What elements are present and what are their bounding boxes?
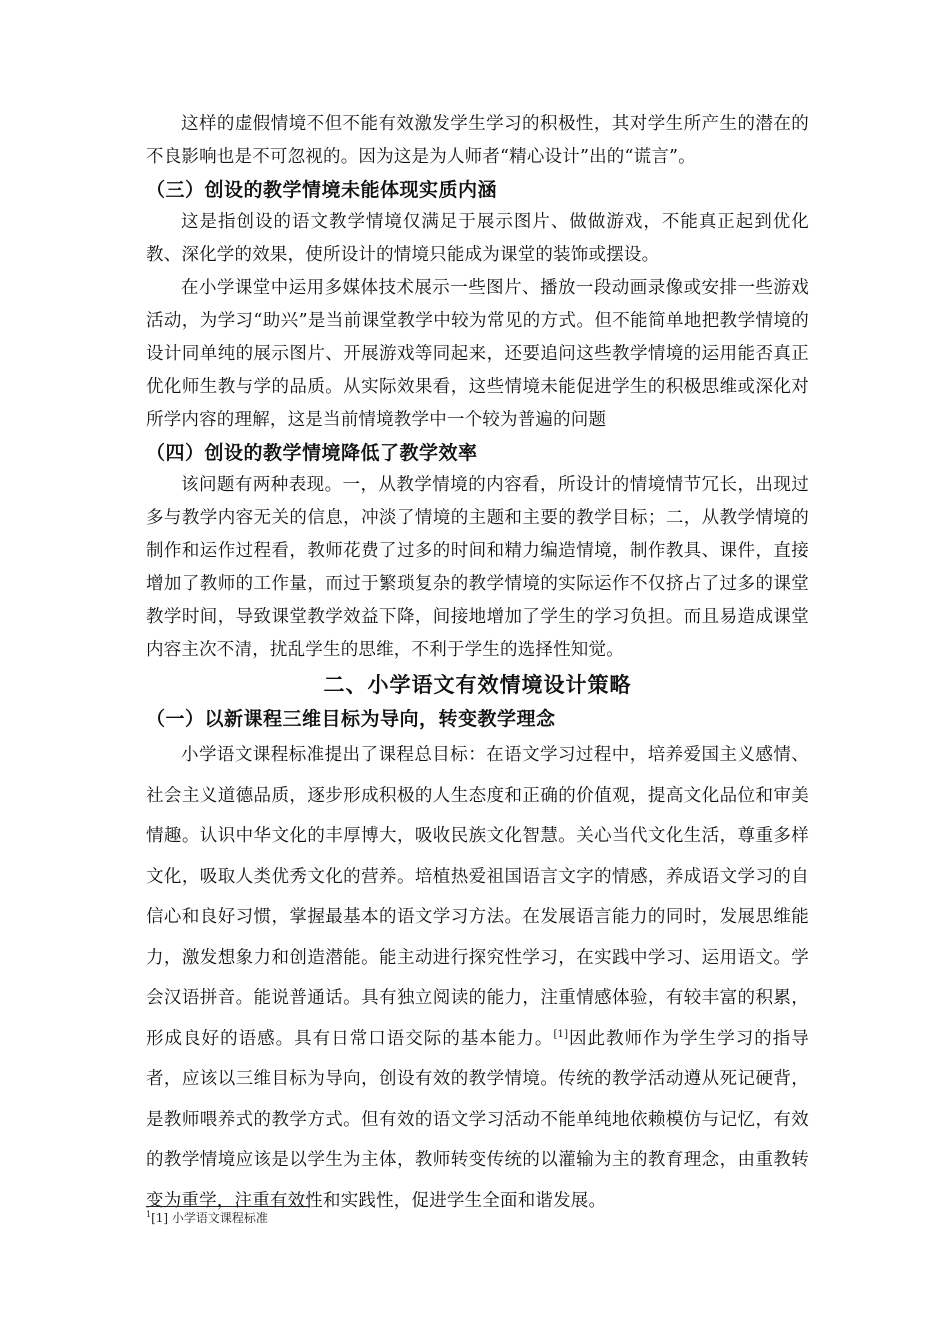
footnote bbox=[146, 1210, 268, 1226]
footnote-separator bbox=[146, 1206, 310, 1207]
paragraph-two-manifestations: 该问题有两种表现。一，从教学情境的内容看，所设计的情境情节冗长，出现过多与教学内容无关的信息，冲淡了情境的主题和主要的教学目标；二，从教学情境的制作和运作过程看，教师花费了过多的时间和精力编造情境，制作教具、课件，直接增加了教师的工作量，而过于繁琐复杂的教学情境的实际运作不仅挤占了过多的课堂教学时间，导致课堂教学效益下降，间接地增加了学生的学习负担。而且易造成课堂内容主次不清，扰乱学生的思维，不利于学生的选择性知觉。 bbox=[146, 475, 809, 660]
paragraph-curriculum-goals-part2: 因此教师作为学生学习的指导者，应该以三维目标为导向，创设有效的教学情境。传统的教学活动遵从死记硬背，是教师喂养式的教学方式。但有效的语文学习活动不能单纯地依赖模仿与记忆，有效的教学情境应该是以学生为主体，教师转变传统的以灌输为主的教育理念，由重教转变为重学，注重有效性和实践性，促进学生全面和谐发展。 bbox=[146, 1028, 809, 1211]
footnote-text: [1] 小学语文课程标准 bbox=[151, 1211, 268, 1225]
footnote-mark: 1 bbox=[146, 1210, 152, 1219]
paragraph-curriculum-goals bbox=[146, 735, 809, 1221]
heading-subsection-1: （一）以新课程三维目标为导向，转变教学理念 bbox=[146, 708, 556, 730]
paragraph-multimedia: 在小学课堂中运用多媒体技术展示一些图片、播放一段动画录像或安排一些游戏活动，为学习“助兴”是当前课堂教学中较为常见的方式。但不能简单地把教学情境的设计同单纯的展示图片、开展游戏等同起来，还要追问这些教学情境的运用能否真正优化师生教与学的品质。从实际效果看，这些情境未能促进学生的积极思维或深化对所学内容的理解，这是当前情境教学中一个较为普遍的问题 bbox=[146, 278, 809, 430]
citation-marker: [1] bbox=[553, 1028, 569, 1040]
heading-section-3: （三）创设的教学情境未能体现实质内涵 bbox=[146, 179, 498, 201]
paragraph-virtual-situation: 这样的虚假情境不但不能有效激发学生学习的积极性，其对学生所产生的潜在的不良影响也是不可忽视的。因为这是为人师者“精心设计”出的“谎言”。 bbox=[146, 114, 809, 167]
heading-section-4: （四）创设的教学情境降低了教学效率 bbox=[146, 442, 478, 464]
paragraph-curriculum-goals-part1: 小学语文课程标准提出了课程总目标：在语文学习过程中，培养爱国主义感情、社会主义道德品质，逐步形成积极的人生态度和正确的价值观，提高文化品位和审美情趣。认识中华文化的丰厚博大，吸收民族文化智慧。关心当代文化生活，尊重多样文化，吸取人类优秀文化的营养。培植热爱祖国语言文字的情感，养成语文学习的自信心和良好习惯，掌握最基本的语文学习方法。在发展语言能力的同时，发展思维能力，激发想象力和创造潜能。能主动进行探究性学习，在实践中学习、运用语文。学会汉语拼音。能说普通话。具有独立阅读的能力，注重情感体验，有较丰富的积累，形成良好的语感。具有日常口语交际的基本能力。 bbox=[146, 745, 809, 1049]
document-body bbox=[146, 108, 809, 1221]
heading-chapter-2: 二、小学语文有效情境设计策略 bbox=[323, 673, 632, 697]
paragraph-definition: 这是指创设的语文教学情境仅满足于展示图片、做做游戏，不能真正起到优化教、深化学的效果，使所设计的情境只能成为课堂的装饰或摆设。 bbox=[146, 212, 809, 265]
